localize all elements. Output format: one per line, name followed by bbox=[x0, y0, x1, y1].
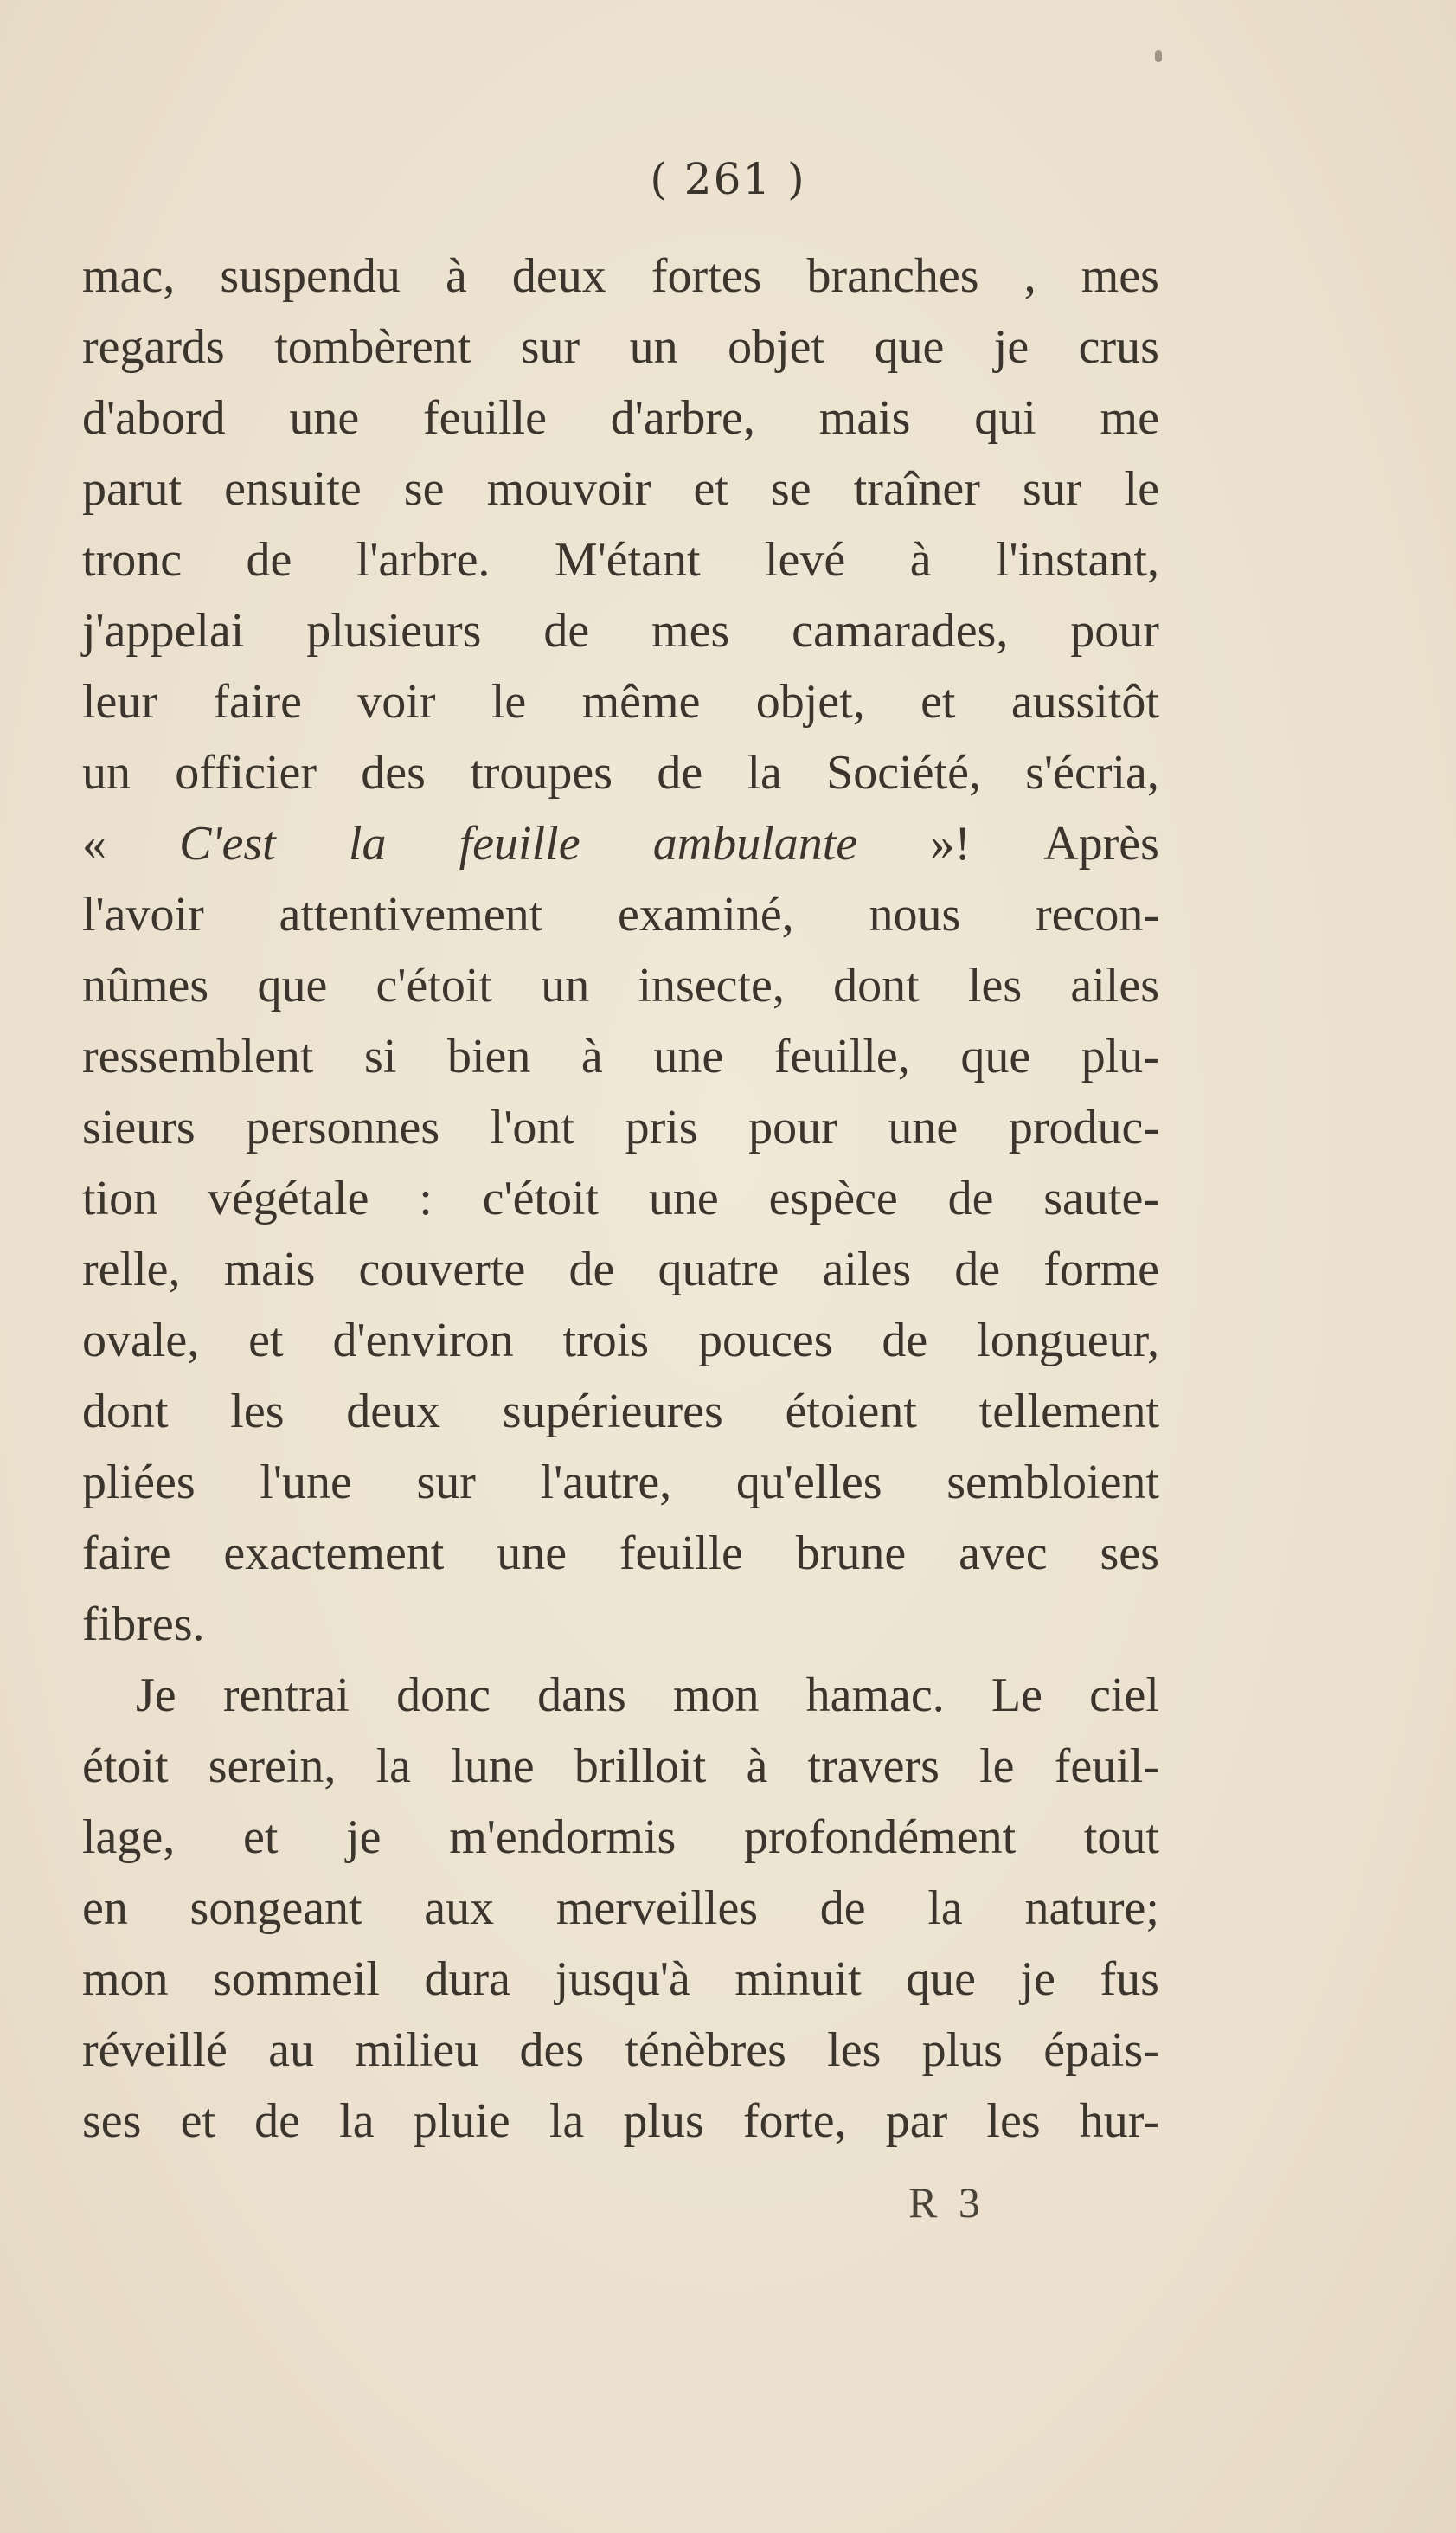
word: ovale, bbox=[82, 1314, 200, 1367]
word: le bbox=[1124, 462, 1159, 516]
text-line bbox=[82, 2086, 1159, 2157]
word: , bbox=[1023, 249, 1036, 303]
word: jusqu'à bbox=[555, 1952, 690, 2006]
word: levé bbox=[764, 533, 846, 587]
body-text bbox=[82, 241, 1159, 2157]
text-line bbox=[82, 1234, 1159, 1305]
text-line bbox=[82, 453, 1159, 524]
word: à bbox=[909, 533, 932, 587]
word: couverte bbox=[358, 1243, 526, 1296]
word: d'environ bbox=[332, 1314, 514, 1367]
word: feuille bbox=[459, 817, 580, 871]
word: de bbox=[568, 1243, 615, 1296]
word: je bbox=[346, 1810, 382, 1864]
word: s'écria, bbox=[1025, 746, 1159, 800]
word: bien bbox=[446, 1030, 531, 1083]
word: pouces bbox=[697, 1314, 833, 1367]
word: de bbox=[882, 1314, 928, 1367]
word: si bbox=[364, 1030, 397, 1083]
word: espèce bbox=[768, 1172, 898, 1225]
word: de bbox=[246, 533, 292, 587]
word: ailes bbox=[822, 1243, 912, 1296]
word: de bbox=[819, 1881, 866, 1935]
word: ciel bbox=[1089, 1668, 1159, 1722]
word: étoit bbox=[82, 1739, 169, 1793]
word: dans bbox=[537, 1668, 626, 1722]
word: faire bbox=[82, 1527, 171, 1580]
word: plusieurs bbox=[306, 604, 482, 658]
word: lage, bbox=[82, 1810, 176, 1864]
text-line bbox=[82, 241, 1159, 312]
word: épais- bbox=[1043, 2023, 1159, 2077]
word: crus bbox=[1078, 320, 1159, 374]
word: nature; bbox=[1024, 1881, 1159, 1935]
word: merveilles bbox=[555, 1881, 759, 1935]
text-line bbox=[82, 1305, 1159, 1376]
word: C'est bbox=[179, 817, 276, 871]
word: tout bbox=[1083, 1810, 1159, 1864]
text-line bbox=[82, 383, 1159, 453]
page-number-header: ( 261 ) bbox=[650, 154, 806, 204]
word: donc bbox=[396, 1668, 491, 1722]
word: me bbox=[1100, 391, 1159, 445]
word: nûmes bbox=[82, 959, 209, 1013]
word: c'étoit bbox=[482, 1172, 600, 1225]
word: sembloient bbox=[946, 1456, 1159, 1509]
word: feuille bbox=[422, 391, 548, 445]
word: lune bbox=[451, 1739, 535, 1793]
word: à bbox=[445, 249, 467, 303]
word: trois bbox=[562, 1314, 650, 1367]
word: la bbox=[747, 746, 782, 800]
word: pour bbox=[1070, 604, 1159, 658]
word: par bbox=[885, 2094, 948, 2148]
word: ailes bbox=[1070, 959, 1159, 1013]
word: même bbox=[581, 675, 701, 729]
word: d'arbre, bbox=[610, 391, 755, 445]
word: longueur, bbox=[977, 1314, 1159, 1367]
word: un bbox=[629, 320, 678, 374]
word: l'arbre. bbox=[356, 533, 491, 587]
word: se bbox=[403, 462, 445, 516]
text-line bbox=[82, 1376, 1159, 1447]
word: mouvoir bbox=[486, 462, 651, 516]
word: objet, bbox=[755, 675, 865, 729]
text-line bbox=[82, 879, 1159, 950]
word: qui bbox=[974, 391, 1036, 445]
text-line bbox=[82, 1731, 1159, 1802]
word: l'ont bbox=[490, 1101, 574, 1154]
word: à bbox=[580, 1030, 603, 1083]
word: pliées bbox=[82, 1456, 196, 1509]
word: sur bbox=[416, 1456, 476, 1509]
word: je bbox=[1020, 1952, 1055, 2006]
word: Société, bbox=[826, 746, 981, 800]
word: qu'elles bbox=[735, 1456, 882, 1509]
word: ensuite bbox=[224, 462, 362, 516]
word: hamac. bbox=[805, 1668, 945, 1722]
word: d'abord bbox=[82, 391, 226, 445]
word: relle, bbox=[82, 1243, 181, 1296]
word: feuil- bbox=[1054, 1739, 1159, 1793]
word: fibres. bbox=[82, 1598, 205, 1651]
word: profondément bbox=[744, 1810, 1017, 1864]
word: branches bbox=[806, 249, 979, 303]
word: une bbox=[289, 391, 360, 445]
word: l'instant, bbox=[995, 533, 1159, 587]
text-line bbox=[82, 950, 1159, 1021]
word: sur bbox=[520, 320, 580, 374]
word: ses bbox=[82, 2094, 142, 2148]
word: les bbox=[986, 2094, 1041, 2148]
word: pluie bbox=[413, 2094, 510, 2148]
word: la bbox=[348, 817, 387, 871]
word: deux bbox=[511, 249, 606, 303]
word: M'étant bbox=[554, 533, 701, 587]
word: un bbox=[541, 959, 590, 1013]
word: troupes bbox=[470, 746, 613, 800]
word: en bbox=[82, 1881, 128, 1935]
word: des bbox=[361, 746, 426, 800]
word: suspendu bbox=[220, 249, 401, 303]
word: examiné, bbox=[618, 888, 794, 942]
word: végétale bbox=[207, 1172, 369, 1225]
text-line bbox=[82, 1660, 1159, 1731]
text-line bbox=[82, 737, 1159, 808]
word: nous bbox=[869, 888, 961, 942]
text-line bbox=[82, 1092, 1159, 1163]
word: plus bbox=[921, 2023, 1003, 2077]
word: de bbox=[254, 2094, 301, 2148]
word: mon bbox=[672, 1668, 760, 1722]
word: que bbox=[874, 320, 945, 374]
word: « bbox=[82, 817, 106, 871]
word: aussitôt bbox=[1010, 675, 1159, 729]
word: rentrai bbox=[222, 1668, 350, 1722]
word: exactement bbox=[223, 1527, 445, 1580]
word: brune bbox=[795, 1527, 907, 1580]
word: mais bbox=[223, 1243, 316, 1296]
word: travers bbox=[807, 1739, 940, 1793]
word: attentivement bbox=[279, 888, 543, 942]
word: parut bbox=[82, 462, 183, 516]
word: ses bbox=[1100, 1527, 1159, 1580]
word: que bbox=[960, 1030, 1031, 1083]
word: tion bbox=[82, 1172, 158, 1225]
word: feuille, bbox=[773, 1030, 910, 1083]
word: et bbox=[180, 2094, 216, 2148]
word: voir bbox=[357, 675, 436, 729]
word: sieurs bbox=[82, 1101, 196, 1154]
word: songeant bbox=[189, 1881, 362, 1935]
word: une bbox=[653, 1030, 724, 1083]
text-line bbox=[82, 1518, 1159, 1589]
text-line bbox=[82, 808, 1159, 879]
word: deux bbox=[346, 1385, 441, 1438]
word: aux bbox=[424, 1881, 495, 1935]
word: c'étoit bbox=[375, 959, 492, 1013]
word: pris bbox=[625, 1101, 698, 1154]
word: étoient bbox=[785, 1385, 917, 1438]
word: sommeil bbox=[213, 1952, 380, 2006]
word: la bbox=[375, 1739, 412, 1793]
word: de bbox=[543, 604, 590, 658]
word: de bbox=[657, 746, 703, 800]
word: la bbox=[927, 1881, 963, 1935]
word: l'avoir bbox=[82, 888, 204, 942]
word: des bbox=[519, 2023, 585, 2077]
word: l'une bbox=[260, 1456, 352, 1509]
word: leur bbox=[82, 675, 158, 729]
word: fortes bbox=[651, 249, 762, 303]
word: objet bbox=[728, 320, 825, 374]
word: officier bbox=[175, 746, 317, 800]
word: avec bbox=[959, 1527, 1048, 1580]
word: ambulante bbox=[652, 817, 858, 871]
text-line bbox=[82, 1447, 1159, 1518]
text-line bbox=[82, 524, 1159, 595]
word: forme bbox=[1043, 1243, 1159, 1296]
word: de bbox=[954, 1243, 1001, 1296]
word: le bbox=[979, 1739, 1015, 1793]
text-line bbox=[82, 1802, 1159, 1873]
word: et bbox=[920, 675, 956, 729]
word: Je bbox=[136, 1668, 176, 1722]
word: produc- bbox=[1008, 1101, 1159, 1154]
word: recon- bbox=[1035, 888, 1159, 942]
word: le bbox=[491, 675, 527, 729]
word: Après bbox=[1043, 817, 1159, 871]
word: traîner bbox=[853, 462, 980, 516]
word: camarades, bbox=[792, 604, 1009, 658]
word: tombèrent bbox=[274, 320, 471, 374]
word: une bbox=[648, 1172, 719, 1225]
word: faire bbox=[213, 675, 302, 729]
word: plu- bbox=[1081, 1030, 1159, 1083]
word: dont bbox=[833, 959, 920, 1013]
word: réveillé bbox=[82, 2023, 228, 2077]
word: milieu bbox=[355, 2023, 479, 2077]
word: insecte, bbox=[638, 959, 785, 1013]
text-line bbox=[82, 1163, 1159, 1234]
word: les bbox=[967, 959, 1023, 1013]
word: l'autre, bbox=[540, 1456, 672, 1509]
word: au bbox=[268, 2023, 314, 2077]
text-line bbox=[82, 1589, 1159, 1660]
text-line bbox=[82, 666, 1159, 737]
text-line bbox=[82, 595, 1159, 666]
word: sur bbox=[1022, 462, 1082, 516]
word: saute- bbox=[1043, 1172, 1159, 1225]
text-line bbox=[82, 1021, 1159, 1092]
word: et bbox=[248, 1314, 284, 1367]
word: à bbox=[746, 1739, 768, 1793]
word: dont bbox=[82, 1385, 169, 1438]
word: quatre bbox=[657, 1243, 779, 1296]
word: regards bbox=[82, 320, 225, 374]
word: mac, bbox=[82, 249, 176, 303]
word: »! bbox=[930, 817, 971, 871]
word: personnes bbox=[246, 1101, 440, 1154]
word: forte, bbox=[742, 2094, 847, 2148]
text-line bbox=[82, 2015, 1159, 2086]
word: mon bbox=[82, 1952, 169, 2006]
word: fus bbox=[1100, 1952, 1159, 2006]
word: les bbox=[827, 2023, 882, 2077]
word: je bbox=[993, 320, 1029, 374]
word: une bbox=[888, 1101, 959, 1154]
word: feuille bbox=[619, 1527, 743, 1580]
word: une bbox=[497, 1527, 568, 1580]
word: mais bbox=[818, 391, 911, 445]
word: tronc bbox=[82, 533, 183, 587]
word: que bbox=[257, 959, 328, 1013]
word: pour bbox=[748, 1101, 837, 1154]
word: m'endormis bbox=[449, 1810, 677, 1864]
word: ressemblent bbox=[82, 1030, 314, 1083]
word: la bbox=[339, 2094, 375, 2148]
word: mes bbox=[1081, 249, 1159, 303]
word: la bbox=[548, 2094, 585, 2148]
word: que bbox=[906, 1952, 977, 2006]
text-line bbox=[82, 312, 1159, 383]
word: serein, bbox=[208, 1739, 337, 1793]
word: ténèbres bbox=[625, 2023, 786, 2077]
word: supérieures bbox=[502, 1385, 723, 1438]
word: de bbox=[947, 1172, 994, 1225]
word: tellement bbox=[978, 1385, 1159, 1438]
word: dura bbox=[424, 1952, 511, 2006]
text-line bbox=[82, 1873, 1159, 1944]
text-line bbox=[82, 1944, 1159, 2015]
word: un bbox=[82, 746, 131, 800]
word: les bbox=[230, 1385, 285, 1438]
word: et bbox=[242, 1810, 279, 1864]
signature-mark: R 3 bbox=[908, 2178, 985, 2227]
word: hur- bbox=[1079, 2094, 1159, 2148]
word: plus bbox=[623, 2094, 704, 2148]
ink-speck bbox=[1155, 50, 1162, 62]
word: : bbox=[419, 1172, 433, 1225]
word: mes bbox=[651, 604, 730, 658]
word: et bbox=[693, 462, 728, 516]
word: Le bbox=[991, 1668, 1042, 1722]
word: minuit bbox=[734, 1952, 862, 2006]
word: se bbox=[771, 462, 811, 516]
word: brilloit bbox=[574, 1739, 707, 1793]
word: j'appelai bbox=[82, 604, 245, 658]
